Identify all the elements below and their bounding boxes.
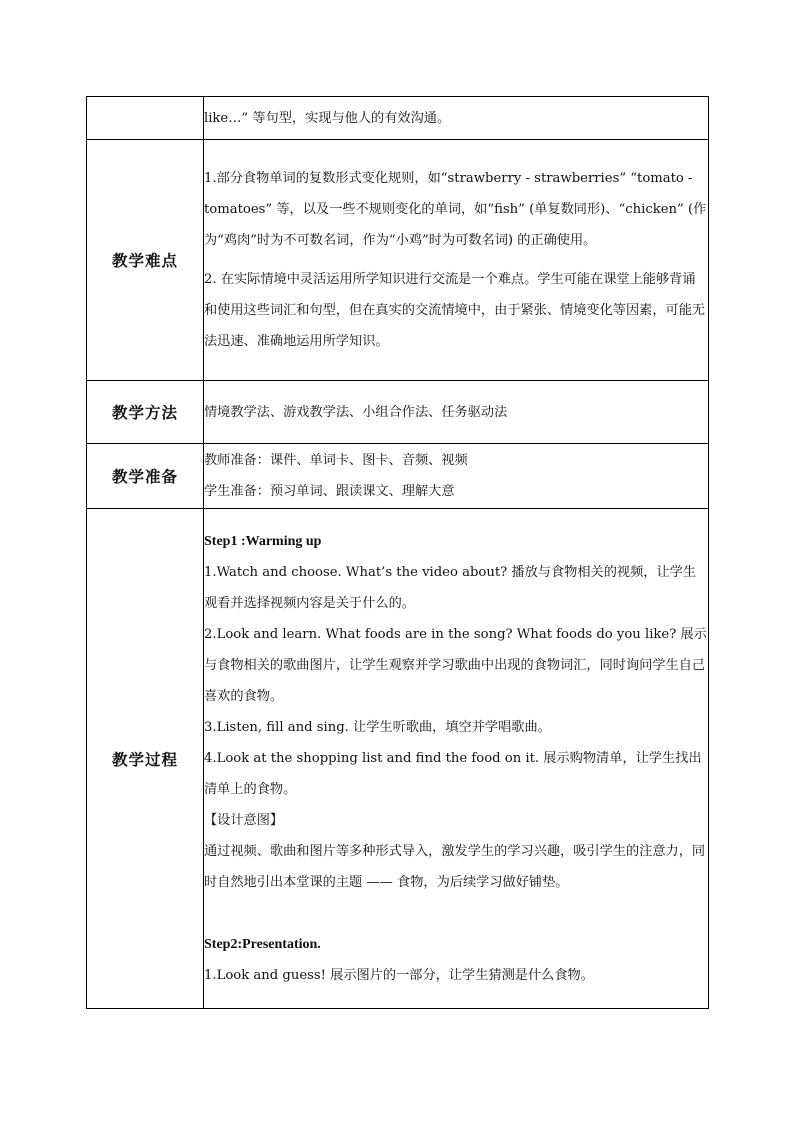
teacher-preparation: 教师准备：课件、单词卡、图卡、音频、视频 (204, 453, 468, 468)
table-row-preparation (87, 444, 709, 509)
step1-item-1: 1.Watch and choose. What’s the video about? 播放与食物相关的视频，让学生观看并选择视频内容是关于什么的。 (204, 565, 697, 611)
row-label-empty (87, 97, 204, 140)
continuation-text: like…” 等句型，实现与他人的有效沟通。 (204, 97, 709, 140)
difficulty-point-2: 2. 在实际情境中灵活运用所学知识进行交流是一个难点。学生可能在课堂上能够背诵和使用这些词汇和句型，但在真实的交流情境中，由于紧张、情境变化等因素，可能无法迅速、准确地运用所学知识。 (204, 272, 706, 349)
blank-line (204, 898, 708, 929)
row-label-methods: 教学方法 (87, 381, 204, 444)
student-preparation: 学生准备：预习单词、跟读课文、理解大意 (204, 484, 455, 499)
step1-item-4: 4.Look at the shopping list and find the food on it. 展示购物清单，让学生找出清单上的食物。 (204, 751, 702, 797)
table-row-difficulties (87, 140, 709, 381)
process-content (204, 509, 709, 1009)
methods-text: 情境教学法、游戏教学法、小组合作法、任务驱动法 (204, 381, 709, 444)
design-heading: 【设计意图】 (204, 813, 284, 828)
row-label-difficulties: 教学难点 (87, 140, 204, 381)
step1-item-3: 3.Listen, fill and sing. 让学生听歌曲，填空并学唱歌曲。 (204, 720, 551, 735)
row-label-preparation: 教学准备 (87, 444, 204, 509)
row-label-process: 教学过程 (87, 509, 204, 1009)
step2-title: Step2:Presentation. (204, 937, 321, 952)
difficulties-content (204, 140, 709, 381)
preparation-content (204, 444, 709, 509)
table-row-process (87, 509, 709, 1009)
table-row-methods (87, 381, 709, 444)
design-text: 通过视频、歌曲和图片等多种形式导入，激发学生的学习兴趣，吸引学生的注意力，同时自然地引出本堂课的主题 —— 食物，为后续学习做好铺垫。 (204, 844, 706, 890)
step2-item-1: 1.Look and guess! 展示图片的一部分，让学生猜测是什么食物。 (204, 968, 594, 983)
table-row-continuation (87, 97, 709, 140)
lesson-plan-table (86, 96, 709, 1009)
difficulty-point-1: 1.部分食物单词的复数形式变化规则，如“strawberry - strawberries” “tomato - tomatoes” 等，以及一些不规则变化的单词，如“fish” (单复数同形)、“chicken” (作为“鸡肉”时为不可数名词，作为“小鸡”时为可数名词) 的正确使用。 (204, 171, 707, 248)
step1-item-2: 2.Look and learn. What foods are in the song? What foods do you like? 展示与食物相关的歌曲图片，让学生观察并学习歌曲中出现的食物词汇，同时询问学生自己喜欢的食物。 (204, 627, 707, 704)
step1-title: Step1 :Warming up (204, 534, 322, 549)
